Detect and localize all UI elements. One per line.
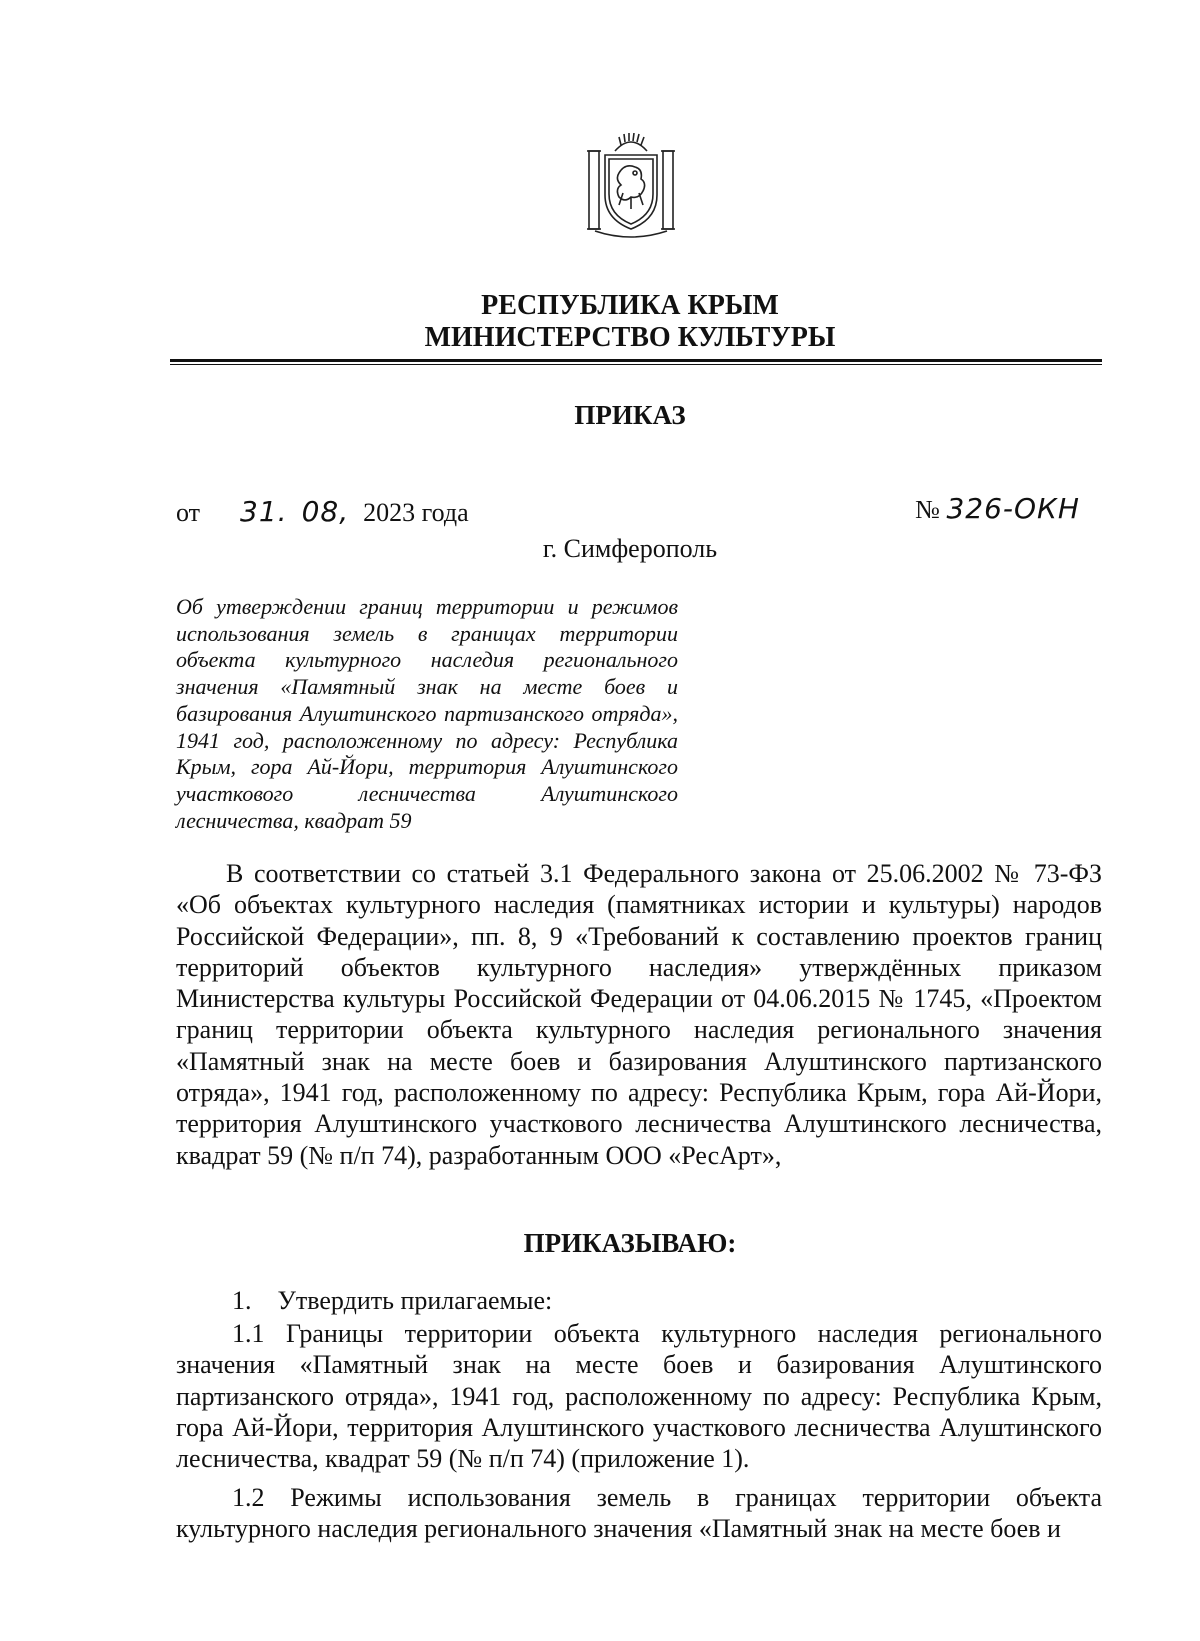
date-day-handwritten: 31. xyxy=(240,495,288,528)
coat-of-arms-crimea-emblem xyxy=(585,133,677,239)
date-prefix: от xyxy=(176,498,201,527)
order-item-1-2: 1.2 Режимы использования земель в границах территории объекта культурного наследия регионального значения «Памятный знак на месте боев и xyxy=(176,1483,1102,1544)
preamble-paragraph: В соответствии со статьей 3.1 Федерального закона от 25.06.2002 № 73-ФЗ «Об объектах культурного наследия (памятниках истории и культуры) народов Российской Федерации», пп. 8, 9 «Требований к составлению проектов границ территорий объектов культурного наследия» утверждённых приказом Министерства культуры Российской Федерации от 04.06.2015 № 1745, «Проектом границ территории объекта культурного наследия регионального значения «Памятный знак на месте боев и базирования Алуштинского партизанского отряда», 1941 год, расположенному по адресу: Республика Крым, гора Ай-Йори, территория Алуштинского участкового лесничества Алуштинского лесничества, квадрат 59 (№ п/п 74), разработанным ООО «РесАрт», xyxy=(176,859,1102,1170)
date-month-handwritten: 08, xyxy=(301,495,350,528)
org-name-republic: РЕСПУБЛИКА КРЫМ xyxy=(481,290,779,321)
org-name-ministry: МИНИСТЕРСТВО КУЛЬТУРЫ xyxy=(424,322,836,353)
order-number xyxy=(915,492,1080,525)
header-rule-thick xyxy=(170,359,1102,362)
document-type-title: ПРИКАЗ xyxy=(574,400,686,430)
number-prefix: № xyxy=(915,495,940,524)
order-item-1: 1. Утвердить прилагаемые: xyxy=(232,1286,553,1315)
order-subject: Об утверждении границ территории и режимов использования земель в границах территории объекта культурного наследия регионального значения «Памятный знак на месте боев и базирования Алуштинского партизанского отряда», 1941 год, расположенному по адресу: Республика Крым, гора Ай-Йори, территория Алуштинского участкового лесничества Алуштинского лесничества, квадрат 59 xyxy=(176,594,678,833)
number-value-handwritten: 326-ОКН xyxy=(946,492,1080,525)
order-date xyxy=(176,495,469,528)
date-year: 2023 года xyxy=(363,498,469,527)
order-item-1-1: 1.1 Границы территории объекта культурного наследия регионального значения «Памятный знак на месте боев и базирования Алуштинского партизанского отряда», 1941 год, расположенному по адресу: Республика Крым, гора Ай-Йори, территория Алуштинского участкового лесничества Алуштинского лесничества, квадрат 59 (№ п/п 74) (приложение 1). xyxy=(176,1319,1102,1474)
city-name: г. Симферополь xyxy=(542,534,718,563)
order-directive-heading: ПРИКАЗЫВАЮ: xyxy=(523,1228,737,1258)
header-rule-thin xyxy=(170,364,1102,365)
